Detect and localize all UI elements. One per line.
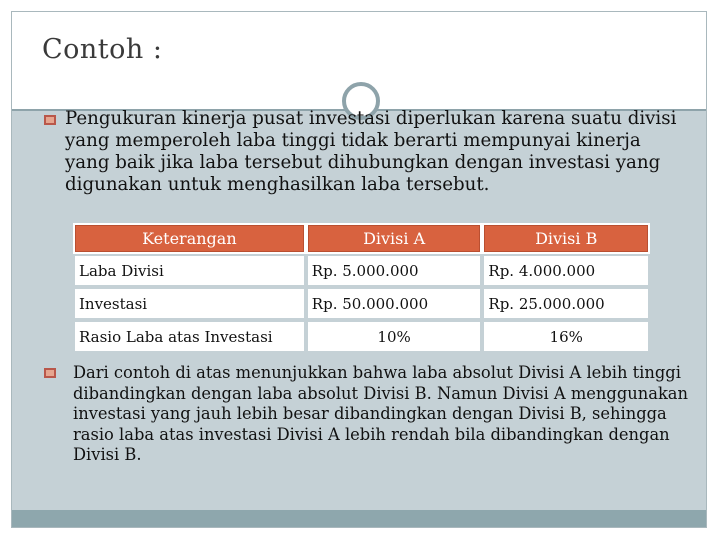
table-row: [73, 287, 650, 320]
bullet-square-icon: [44, 115, 56, 125]
divisi-b-value: Rp. 4.000.000: [482, 254, 650, 287]
table-row: [73, 320, 650, 353]
header-divisi-b: Divisi B: [482, 223, 650, 254]
slide-title: Contoh :: [42, 34, 163, 65]
paragraph-conclusion: Dari contoh di atas menunjukkan bahwa laba absolut Divisi A lebih tinggi dibandingkan dengan laba absolut Divisi B. Namun Divisi A menggunakan investasi yang jauh lebih besar dibandingkan dengan Divisi B, sehingga rasio laba atas investasi Divisi A lebih rendah bila dibandingkan dengan Divisi B.: [73, 363, 688, 464]
bullet-square-icon: [44, 368, 56, 378]
divisi-a-value: 10%: [306, 320, 483, 353]
divisi-b-value: Rp. 25.000.000: [482, 287, 650, 320]
divisi-b-value: 16%: [482, 320, 650, 353]
paragraph-intro: Pengukuran kinerja pusat investasi diperlukan karena suatu divisi yang memperoleh laba tinggi tidak berarti mempunyai kinerja yang baik jika laba tersebut dihubungkan dengan investasi yang digunakan untuk menghasilkan laba tersebut.: [65, 108, 677, 195]
header-keterangan: Keterangan: [73, 223, 306, 254]
row-label: Laba Divisi: [73, 254, 306, 287]
division-comparison-table: [73, 223, 650, 353]
table-row: [73, 254, 650, 287]
header-divisi-a: Divisi A: [306, 223, 483, 254]
table-header-row: [73, 223, 650, 254]
slide-frame: [11, 11, 707, 528]
row-label: Investasi: [73, 287, 306, 320]
divisi-a-value: Rp. 5.000.000: [306, 254, 483, 287]
divisi-a-value: Rp. 50.000.000: [306, 287, 483, 320]
row-label: Rasio Laba atas Investasi: [73, 320, 306, 353]
bottom-accent-bar: [12, 510, 706, 527]
